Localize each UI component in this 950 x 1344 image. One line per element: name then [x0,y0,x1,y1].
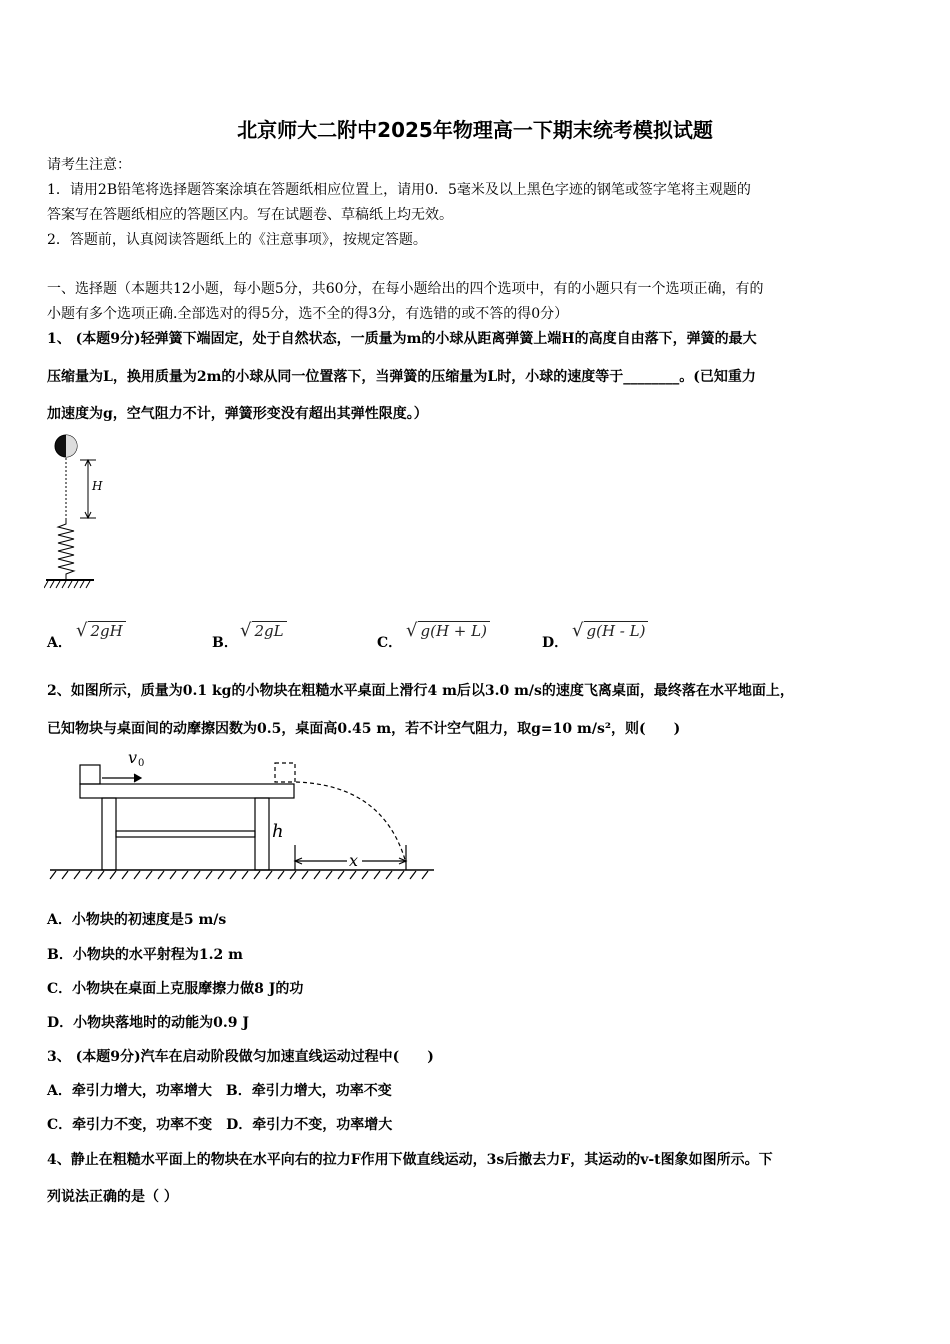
q2-option-c: C．小物块在桌面上克服摩擦力做8 J的功 [47,981,304,997]
v-subscript: 0 [138,758,145,769]
q1-option-b-expr: √ 2gL [240,620,287,641]
section-heading-line-1: 一、选择题（本题共12小题，每小题5分，共60分，在每小题给出的四个选项中，有的小题只有一个选项正确，有的 [47,281,764,297]
table-crossbar [116,831,255,837]
spring [58,520,74,580]
q1-line-3: 加速度为g，空气阻力不计，弹簧形变没有超出其弹性限度。） [47,406,428,422]
page-title: 北京师大二附中2025年物理高一下期末统考模拟试题 [237,118,713,142]
q2-option-a: A．小物块的初速度是5 m/s [47,912,227,928]
q4-line-1: 4、静止在粗糙水平面上的物块在水平向右的拉力F作用下做直线运动，3s后撤去力F，其运动的v-t图象如图所示。下 [47,1152,773,1168]
q1-option-d-expr: √ g(H - L) [572,620,648,641]
block [80,765,100,784]
ground-hatch [44,581,90,588]
x-label: x [349,851,359,870]
q1-option-a-letter: A． [47,635,72,651]
table-top [80,784,294,798]
floor-hatch [50,871,428,879]
table-leg-right [255,798,269,870]
h-label: h [272,821,284,842]
q1-option-b-letter: B． [212,635,238,651]
q2-line-2: 已知物块与桌面间的动摩擦因数为0.5，桌面高0.45 m，若不计空气阻力，取g=10 m/s²，则( ) [47,721,681,737]
q1-line-2: 压缩量为L，换用质量为2m的小球从同一位置落下，当弹簧的压缩量为L时，小球的速度等于________。(已知重力 [47,369,756,385]
section-heading-line-2: 小题有多个选项正确.全部选对的得5分，选不全的得3分，有选错的或不答的得0分） [47,306,569,322]
notice-line-1: 1．请用2B铅笔将选择题答案涂填在答题纸相应位置上，请用0．5毫米及以上黑色字迹的钢笔或签字笔将主观题的 [47,182,751,198]
q1-option-a-expr: √ 2gH [76,620,126,641]
q2-line-1: 2、如图所示，质量为0.1 kg的小物块在粗糙水平桌面上滑行4 m后以3.0 m/s的速度飞离桌面，最终落在水平地面上， [47,683,794,699]
q2-option-b: B．小物块的水平射程为1.2 m [47,947,243,963]
q1-option-c-expr: √ g(H + L) [406,620,490,641]
q1-option-c-letter: C． [377,635,403,651]
q4-line-2: 列说法正确的是（ ） [47,1189,178,1205]
notice-heading: 请考生注意： [47,157,131,173]
table-leg-left [102,798,116,870]
block-leaving [275,763,295,782]
v-label: v [128,748,138,767]
q3-stem: 3、 (本题9分)汽车在启动阶段做匀加速直线运动过程中( ) [47,1049,434,1065]
q1-option-d-letter: D． [542,635,569,651]
q1-spring-figure [44,432,110,592]
q2-option-d: D．小物块落地时的动能为0.9 J [47,1015,249,1031]
notice-line-3: 2．答题前，认真阅读答题纸上的《注意事项》，按规定答题。 [47,232,427,248]
notice-line-2: 答案写在答题纸相应的答题区内。写在试题卷、草稿纸上均无效。 [47,207,453,223]
q1-line-1: 1、 (本题9分)轻弹簧下端固定，处于自然状态，一质量为m的小球从距离弹簧上端H的高度自由落下，弹簧的最大 [47,331,757,347]
q3-options-cd: C．牵引力不变，功率不变 D．牵引力不变，功率增大 [47,1117,393,1133]
q2-table-figure [44,745,439,885]
h-label: H [92,479,103,493]
q3-options-ab: A．牵引力增大，功率增大 B．牵引力增大，功率不变 [47,1083,392,1099]
